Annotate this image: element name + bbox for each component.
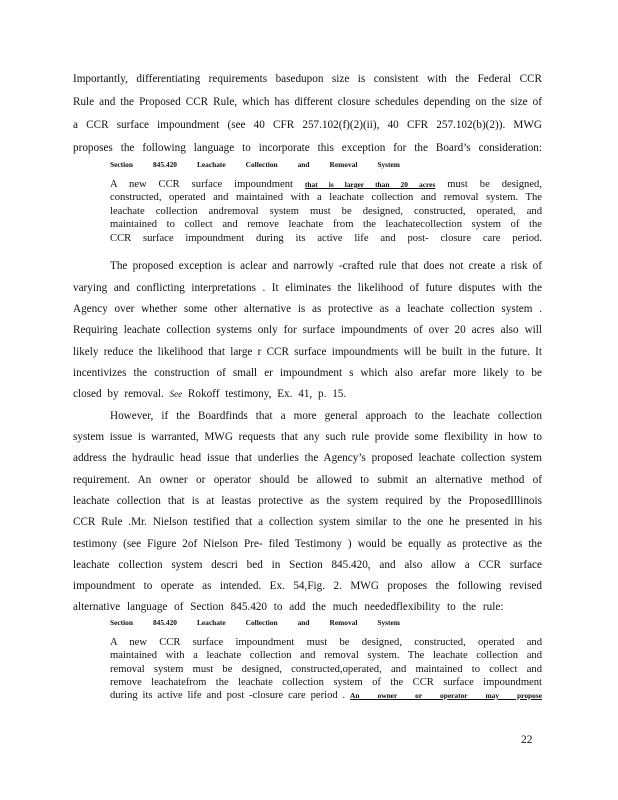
section-label: Section (110, 160, 133, 169)
section-word: Leachate (196, 160, 226, 169)
paragraph-2-line-2: varying and conflicting interpretations . It eliminates the likelihood of future disputes with the (73, 282, 542, 294)
section-header-2 (110, 618, 400, 627)
quote-2-line-2: maintained with a leachate collection and removal system. The leachate collection and (110, 650, 542, 661)
section-word: Leachate (196, 618, 226, 627)
section-word: Removal (329, 160, 358, 169)
paragraph-1-line-3: a CCR surface impoundment (see 40 CFR 257.102(f)(2)(ii), 40 CFR 257.102(b)(2)). MWG (73, 119, 542, 131)
quote-1-text: must be designed, (447, 179, 542, 190)
page-number: 22 (521, 734, 533, 746)
paragraph-3-line-6: CCR Rule .Mr. Nielson testified that a collection system similar to the one he presented in his (73, 516, 542, 528)
paragraph-3-line-8: leachate collection system descri bed in Section 845.420, and also allow a CCR surface (73, 559, 542, 571)
section-code: 845.420 (152, 618, 177, 627)
citation-signal: See (169, 389, 183, 399)
quote-2-line-1: A new CCR surface impoundment must be designed, constructed, operated and (110, 637, 542, 648)
paragraph-2-line-3: Agency over whether some other alternative is as protective as a leachate collection system . (73, 303, 542, 315)
paragraph-3-line-3: address the hydraulic head issue that underlies the Agency’s proposed leachate collection system (73, 452, 542, 464)
paragraph-1-line-1: Importantly, differentiating requirements basedupon size is consistent with the Federal CCR (73, 73, 542, 85)
quote-2-line-5 (110, 690, 542, 701)
paragraph-1-line-4: proposes the following language to incorporate this exception for the Board’s consideration: (73, 142, 542, 154)
paragraph-3-line-5: leachate collection that is at leastas protective as the system required by the ProposedIllinois (73, 495, 542, 507)
section-word: Removal (329, 618, 358, 627)
quote-2-line-3: removal system must be designed, constructed,operated, and maintained to collect and (110, 664, 542, 675)
section-word: and (297, 618, 310, 627)
paragraph-1-line-2: Rule and the Proposed CCR Rule, which has different closure schedules depending on the size of (73, 96, 542, 108)
section-word: and (297, 160, 310, 169)
inserted-text: that is larger than 20 acres (304, 180, 436, 189)
paragraph-3-line-7: testimony (see Figure 2of Nielson Pre- filed Testimony ) would be equally as protective as the (73, 538, 542, 550)
quote-1-line-1 (110, 179, 542, 190)
quote-1-line-5: CCR surface impoundment during its active life and post- closure care period. (110, 233, 542, 244)
paragraph-2-line-7 (73, 388, 542, 401)
section-label: Section (110, 618, 133, 627)
section-word: Collection (245, 160, 278, 169)
quote-2-text: during its active life and post -closure care period . (110, 690, 346, 701)
quote-1-text: A new CCR surface impoundment (110, 179, 293, 190)
paragraph-2-line-1: The proposed exception is aclear and narrowly -crafted rule that does not create a risk of (110, 260, 542, 272)
inserted-text: An owner or operator may propose (350, 691, 542, 700)
paragraph-3-line-4: requirement. An owner or operator should be allowed to submit an alternative method of (73, 474, 542, 486)
quote-2-line-4: remove leachatefrom the leachate collection system of the CCR surface impoundment (110, 677, 542, 688)
section-word: System (377, 618, 400, 627)
paragraph-3-line-2: system issue is warranted, MWG requests that any such rule provide some flexibility in how to (73, 431, 542, 443)
section-header-1 (110, 160, 400, 169)
paragraph-3-line-1: However, if the Boardfinds that a more general approach to the leachate collection (110, 410, 542, 422)
section-code: 845.420 (152, 160, 177, 169)
section-word: Collection (245, 618, 278, 627)
paragraph-2-text: closed by removal. (73, 388, 164, 400)
quote-1-line-3: leachate collection andremoval system must be designed, constructed, operated, and (110, 206, 542, 217)
paragraph-2-text: Rokoff testimony, Ex. 41, p. 15. (187, 388, 347, 400)
paragraph-2-line-5: likely reduce the likelihood that large r CCR surface impoundments will be built in the future. It (73, 346, 542, 358)
paragraph-3-line-9: impoundment to operate as intended. Ex. 54,Fig. 2. MWG proposes the following revised (73, 580, 542, 592)
paragraph-3-line-10: alternative language of Section 845.420 to add the much neededflexibility to the rule: (73, 601, 504, 613)
section-word: System (377, 160, 400, 169)
quote-1-line-4: maintained to collect and remove leachate from the leachatecollection system of the (110, 219, 542, 230)
paragraph-2-line-6: incentivizes the construction of small er impoundment s which also arefar more likely to be (73, 367, 542, 379)
quote-1-line-2: constructed, operated and maintained with a leachate collection and removal system. The (110, 192, 542, 203)
paragraph-2-line-4: Requiring leachate collection systems only for surface impoundments of over 20 acres also will (73, 324, 542, 336)
